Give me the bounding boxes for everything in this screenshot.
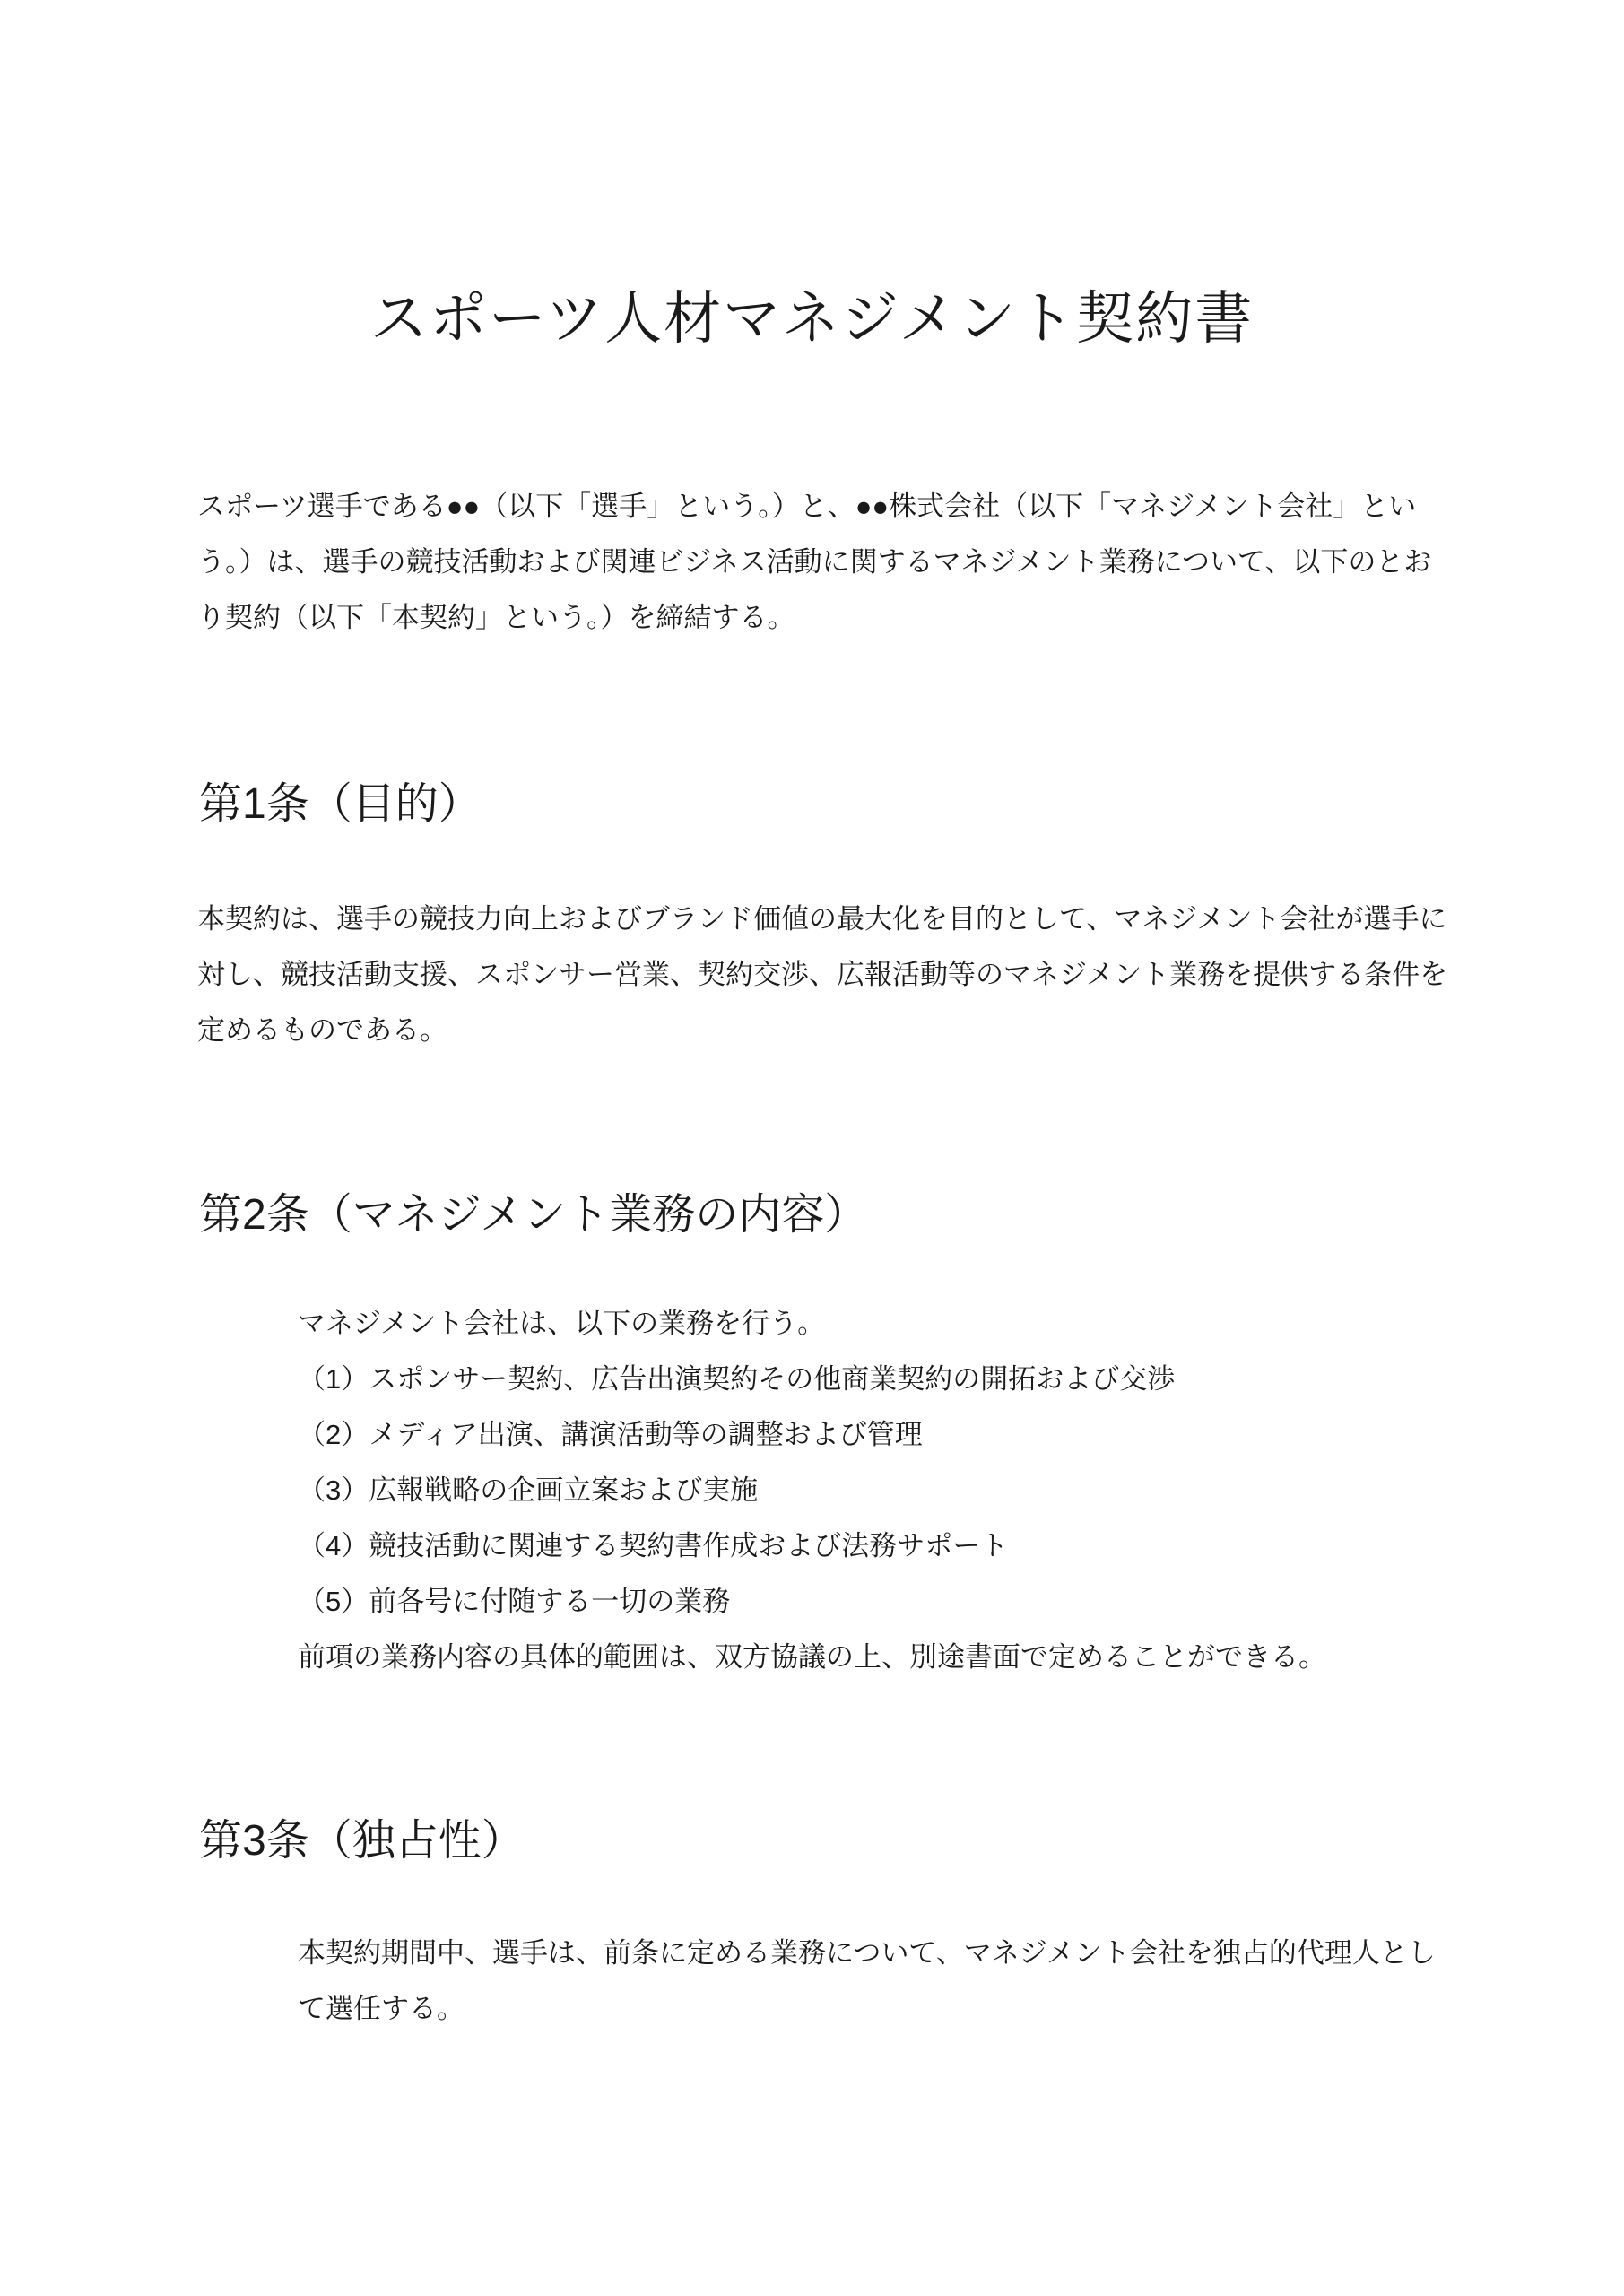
article-2-list-item: （3）広報戦略の企画立案および実施 bbox=[298, 1474, 759, 1506]
article-3-body-line: て選任する。 bbox=[298, 1993, 465, 2024]
article-1-body bbox=[197, 891, 1447, 1058]
article-3-body-line: 本契約期間中、選手は、前条に定める業務について、マネジメント会社を独占的代理人とし bbox=[298, 1937, 1436, 1969]
article-2-body bbox=[298, 1296, 1326, 1685]
article-3-body bbox=[298, 1926, 1436, 2037]
article-1-body-line: 本契約は、選手の競技力向上およびブランド価値の最大化を目的として、マネジメント会社が選手に bbox=[197, 903, 1447, 935]
article-3-heading: 第3条（独占性） bbox=[199, 1817, 525, 1865]
preamble-line: う。）は、選手の競技活動および関連ビジネス活動に関するマネジメント業務について、以下のとお bbox=[197, 546, 1432, 578]
article-1-body-line: 対し、競技活動支援、スポンサー営業、契約交渉、広報活動等のマネジメント業務を提供する条件を bbox=[197, 959, 1448, 990]
article-1-body-line: 定めるものである。 bbox=[197, 1014, 447, 1046]
article-2-list-item: （2）メディア出演、講演活動等の調整および管理 bbox=[298, 1419, 923, 1450]
article-2-list-item: （1）スポンサー契約、広告出演契約その他商業契約の開拓および交渉 bbox=[298, 1363, 1176, 1395]
article-1-heading: 第1条（目的） bbox=[199, 780, 482, 828]
article-2-list-item: （5）前各号に付随する一切の業務 bbox=[298, 1586, 731, 1617]
article-2-body-line: 前項の業務内容の具体的範囲は、双方協議の上、別途書面で定めることができる。 bbox=[298, 1641, 1326, 1673]
article-2-heading: 第2条（マネジメント業務の内容） bbox=[199, 1191, 868, 1239]
document-title: スポーツ人材マネジメント契約書 bbox=[369, 286, 1255, 351]
article-2-body-line: マネジメント会社は、以下の業務を行う。 bbox=[298, 1308, 826, 1339]
preamble-line: スポーツ選手である●●（以下「選手」という。）と、●●株式会社（以下「マネジメント会社」とい bbox=[197, 491, 1417, 522]
preamble-paragraph bbox=[197, 479, 1431, 646]
preamble-line: り契約（以下「本契約」という。）を締結する。 bbox=[197, 602, 795, 633]
article-2-list-item: （4）競技活動に関連する契約書作成および法務サポート bbox=[298, 1530, 1009, 1561]
